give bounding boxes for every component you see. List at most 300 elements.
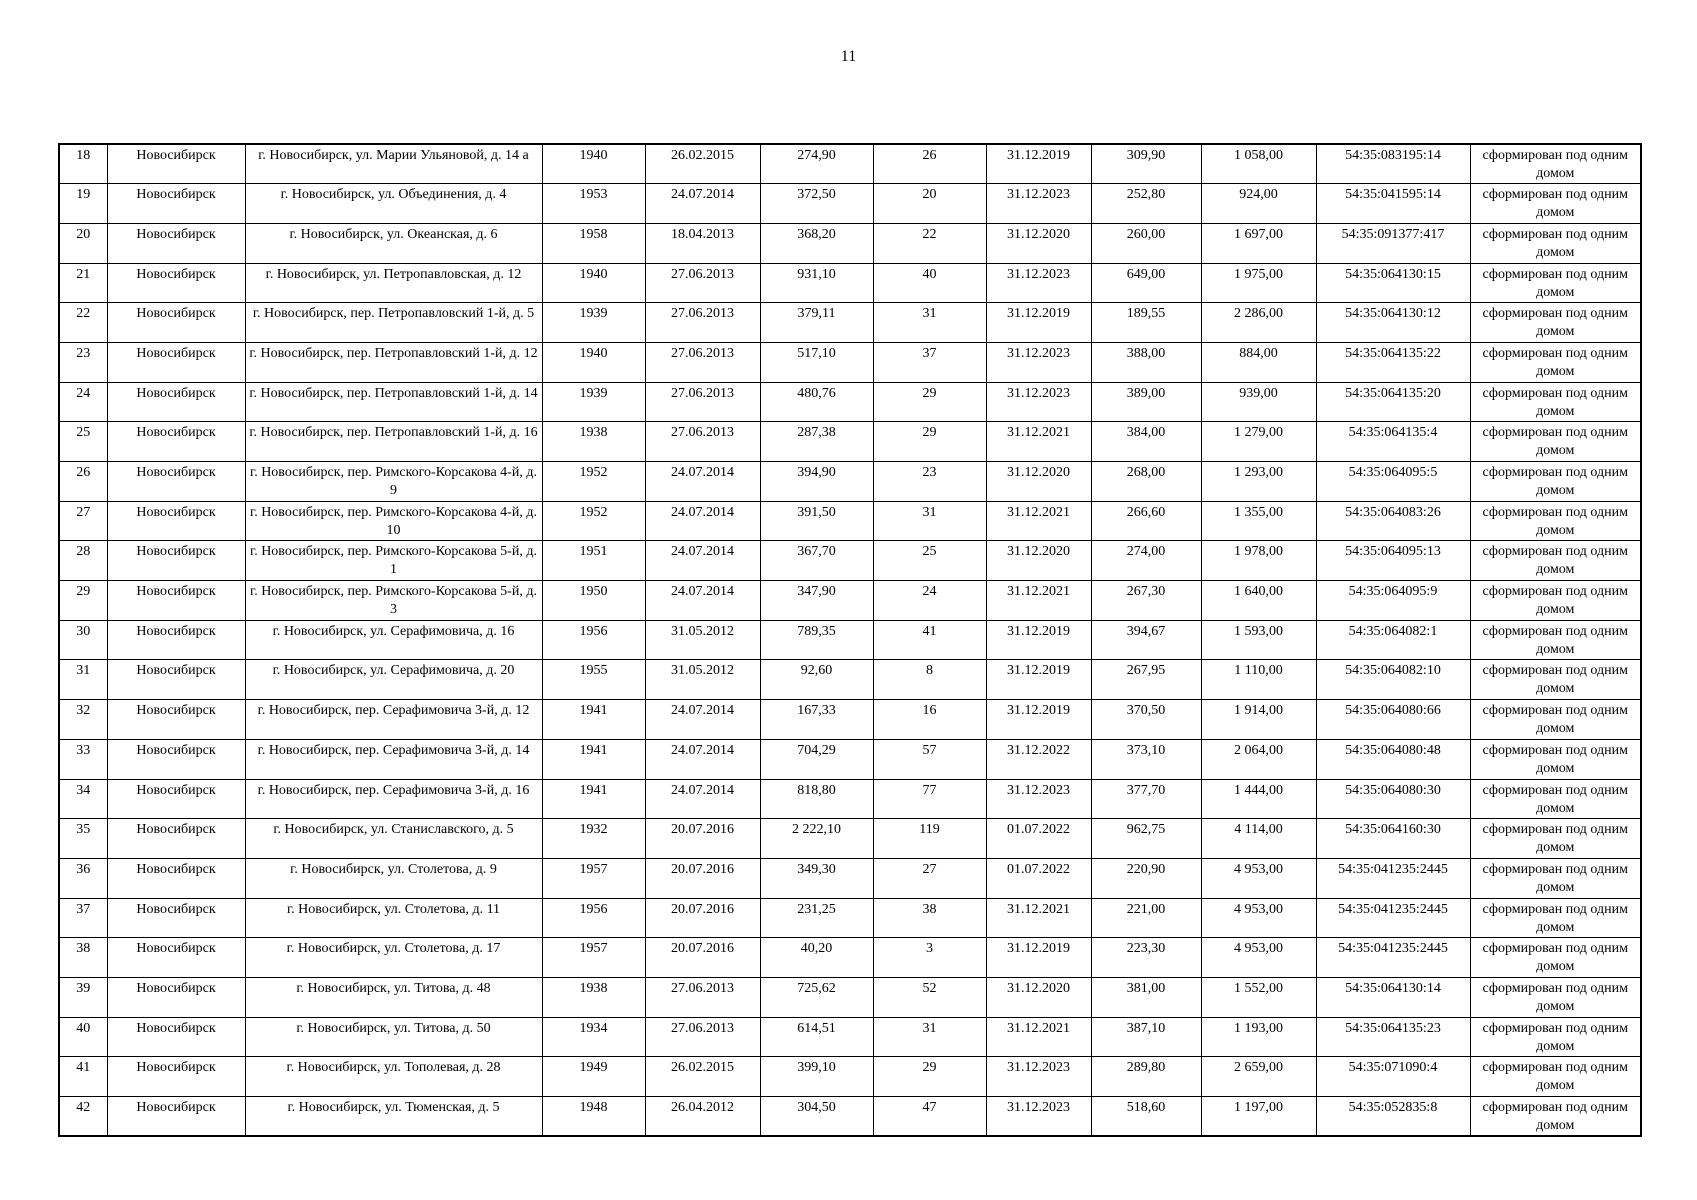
- table-row: [59, 223, 1641, 263]
- cell-row-number: 28: [59, 541, 107, 581]
- cell-decision-date: 27.06.2013: [645, 977, 760, 1017]
- cell-land-area-2: 1 444,00: [1201, 779, 1316, 819]
- cell-resettlement-deadline: 31.12.2019: [986, 660, 1091, 700]
- cell-land-status: сформирован под одним домом: [1470, 144, 1641, 184]
- cell-build-year: 1952: [542, 462, 645, 502]
- cell-build-year: 1957: [542, 858, 645, 898]
- cell-area: 167,33: [760, 700, 873, 740]
- cell-area: 347,90: [760, 581, 873, 621]
- cell-build-year: 1958: [542, 223, 645, 263]
- cell-land-area-1: 387,10: [1091, 1017, 1201, 1057]
- cell-land-status: сформирован под одним домом: [1470, 739, 1641, 779]
- cell-city: Новосибирск: [107, 1017, 245, 1057]
- cell-row-number: 21: [59, 263, 107, 303]
- cell-cadastral-number: 54:35:064135:23: [1316, 1017, 1470, 1057]
- cell-land-status: сформирован под одним домом: [1470, 660, 1641, 700]
- cell-decision-date: 24.07.2014: [645, 501, 760, 541]
- cell-area: 480,76: [760, 382, 873, 422]
- cell-residents: 29: [873, 422, 986, 462]
- cell-decision-date: 27.06.2013: [645, 263, 760, 303]
- cell-decision-date: 18.04.2013: [645, 223, 760, 263]
- cell-land-area-2: 1 193,00: [1201, 1017, 1316, 1057]
- cell-residents: 119: [873, 819, 986, 859]
- cell-city: Новосибирск: [107, 541, 245, 581]
- cell-land-area-2: 939,00: [1201, 382, 1316, 422]
- cell-build-year: 1941: [542, 739, 645, 779]
- cell-row-number: 41: [59, 1057, 107, 1097]
- cell-area: 517,10: [760, 342, 873, 382]
- cell-row-number: 35: [59, 819, 107, 859]
- cell-address: г. Новосибирск, ул. Серафимовича, д. 20: [245, 660, 542, 700]
- cell-land-status: сформирован под одним домом: [1470, 938, 1641, 978]
- cell-decision-date: 24.07.2014: [645, 779, 760, 819]
- cell-cadastral-number: 54:35:064130:14: [1316, 977, 1470, 1017]
- cell-decision-date: 27.06.2013: [645, 342, 760, 382]
- table-row: [59, 501, 1641, 541]
- cell-build-year: 1940: [542, 342, 645, 382]
- cell-land-area-1: 266,60: [1091, 501, 1201, 541]
- cell-resettlement-deadline: 31.12.2020: [986, 541, 1091, 581]
- cell-decision-date: 27.06.2013: [645, 422, 760, 462]
- cell-resettlement-deadline: 31.12.2020: [986, 462, 1091, 502]
- cell-cadastral-number: 54:35:064095:5: [1316, 462, 1470, 502]
- cell-land-area-1: 370,50: [1091, 700, 1201, 740]
- cell-residents: 26: [873, 144, 986, 184]
- cell-land-status: сформирован под одним домом: [1470, 462, 1641, 502]
- cell-land-area-1: 309,90: [1091, 144, 1201, 184]
- cell-land-area-2: 4 953,00: [1201, 938, 1316, 978]
- cell-land-area-2: 1 279,00: [1201, 422, 1316, 462]
- cell-area: 368,20: [760, 223, 873, 263]
- cell-cadastral-number: 54:35:041595:14: [1316, 184, 1470, 224]
- cell-build-year: 1950: [542, 581, 645, 621]
- cell-row-number: 30: [59, 620, 107, 660]
- cell-residents: 22: [873, 223, 986, 263]
- cell-land-status: сформирован под одним домом: [1470, 819, 1641, 859]
- cell-cadastral-number: 54:35:064095:9: [1316, 581, 1470, 621]
- cell-cadastral-number: 54:35:064095:13: [1316, 541, 1470, 581]
- cell-decision-date: 27.06.2013: [645, 1017, 760, 1057]
- cell-land-status: сформирован под одним домом: [1470, 581, 1641, 621]
- cell-address: г. Новосибирск, ул. Титова, д. 48: [245, 977, 542, 1017]
- cell-land-area-1: 267,95: [1091, 660, 1201, 700]
- cell-city: Новосибирск: [107, 858, 245, 898]
- cell-land-area-1: 518,60: [1091, 1097, 1201, 1137]
- cell-city: Новосибирск: [107, 660, 245, 700]
- cell-cadastral-number: 54:35:064135:4: [1316, 422, 1470, 462]
- cell-address: г. Новосибирск, ул. Тополевая, д. 28: [245, 1057, 542, 1097]
- cell-address: г. Новосибирск, пер. Римского-Корсакова 5-й, д. 3: [245, 581, 542, 621]
- cell-resettlement-deadline: 31.12.2019: [986, 620, 1091, 660]
- cell-land-area-1: 252,80: [1091, 184, 1201, 224]
- table-row: [59, 779, 1641, 819]
- cell-address: г. Новосибирск, ул. Столетова, д. 17: [245, 938, 542, 978]
- cell-decision-date: 20.07.2016: [645, 819, 760, 859]
- cell-residents: 25: [873, 541, 986, 581]
- cell-land-area-1: 274,00: [1091, 541, 1201, 581]
- cell-residents: 77: [873, 779, 986, 819]
- cell-build-year: 1951: [542, 541, 645, 581]
- cell-cadastral-number: 54:35:041235:2445: [1316, 938, 1470, 978]
- cell-address: г. Новосибирск, пер. Петропавловский 1-й, д. 5: [245, 303, 542, 343]
- cell-residents: 57: [873, 739, 986, 779]
- cell-area: 367,70: [760, 541, 873, 581]
- cell-resettlement-deadline: 31.12.2021: [986, 501, 1091, 541]
- cell-residents: 29: [873, 1057, 986, 1097]
- cell-city: Новосибирск: [107, 620, 245, 660]
- cell-city: Новосибирск: [107, 184, 245, 224]
- cell-city: Новосибирск: [107, 382, 245, 422]
- cell-land-area-1: 962,75: [1091, 819, 1201, 859]
- cell-address: г. Новосибирск, ул. Серафимовича, д. 16: [245, 620, 542, 660]
- page-number: 11: [840, 48, 857, 65]
- table-row: [59, 263, 1641, 303]
- cell-residents: 24: [873, 581, 986, 621]
- cell-address: г. Новосибирск, ул. Марии Ульяновой, д. 14 а: [245, 144, 542, 184]
- cell-city: Новосибирск: [107, 819, 245, 859]
- cell-row-number: 29: [59, 581, 107, 621]
- table-row: [59, 977, 1641, 1017]
- table-row: [59, 1097, 1641, 1137]
- cell-address: г. Новосибирск, ул. Титова, д. 50: [245, 1017, 542, 1057]
- cell-address: г. Новосибирск, ул. Столетова, д. 11: [245, 898, 542, 938]
- cell-land-area-1: 223,30: [1091, 938, 1201, 978]
- cell-cadastral-number: 54:35:064135:20: [1316, 382, 1470, 422]
- cell-residents: 27: [873, 858, 986, 898]
- cell-land-status: сформирован под одним домом: [1470, 977, 1641, 1017]
- cell-land-area-1: 220,90: [1091, 858, 1201, 898]
- cell-resettlement-deadline: 31.12.2023: [986, 184, 1091, 224]
- cell-residents: 20: [873, 184, 986, 224]
- cell-residents: 31: [873, 1017, 986, 1057]
- cell-cadastral-number: 54:35:064135:22: [1316, 342, 1470, 382]
- cell-land-area-2: 924,00: [1201, 184, 1316, 224]
- cell-resettlement-deadline: 31.12.2022: [986, 739, 1091, 779]
- cell-land-area-2: 2 064,00: [1201, 739, 1316, 779]
- cell-row-number: 20: [59, 223, 107, 263]
- table-row: [59, 1017, 1641, 1057]
- table-row: [59, 462, 1641, 502]
- cell-decision-date: 31.05.2012: [645, 660, 760, 700]
- cell-decision-date: 20.07.2016: [645, 938, 760, 978]
- cell-resettlement-deadline: 31.12.2023: [986, 1097, 1091, 1137]
- cell-build-year: 1952: [542, 501, 645, 541]
- table-row: [59, 858, 1641, 898]
- cell-build-year: 1940: [542, 263, 645, 303]
- cell-residents: 16: [873, 700, 986, 740]
- cell-residents: 38: [873, 898, 986, 938]
- table-row: [59, 739, 1641, 779]
- cell-land-area-2: 1 293,00: [1201, 462, 1316, 502]
- cell-build-year: 1938: [542, 977, 645, 1017]
- cell-row-number: 18: [59, 144, 107, 184]
- cell-address: г. Новосибирск, пер. Петропавловский 1-й, д. 12: [245, 342, 542, 382]
- cell-land-area-2: 2 286,00: [1201, 303, 1316, 343]
- cell-land-area-2: 1 110,00: [1201, 660, 1316, 700]
- cell-cadastral-number: 54:35:064082:1: [1316, 620, 1470, 660]
- cell-city: Новосибирск: [107, 779, 245, 819]
- cell-area: 725,62: [760, 977, 873, 1017]
- registry-table-body: [59, 144, 1641, 1136]
- cell-cadastral-number: 54:35:052835:8: [1316, 1097, 1470, 1137]
- cell-residents: 40: [873, 263, 986, 303]
- cell-decision-date: 20.07.2016: [645, 898, 760, 938]
- cell-land-area-1: 649,00: [1091, 263, 1201, 303]
- cell-area: 704,29: [760, 739, 873, 779]
- cell-land-status: сформирован под одним домом: [1470, 541, 1641, 581]
- cell-land-area-1: 377,70: [1091, 779, 1201, 819]
- cell-build-year: 1940: [542, 144, 645, 184]
- cell-build-year: 1956: [542, 620, 645, 660]
- cell-row-number: 39: [59, 977, 107, 1017]
- cell-decision-date: 24.07.2014: [645, 541, 760, 581]
- table-row: [59, 1057, 1641, 1097]
- cell-decision-date: 26.02.2015: [645, 144, 760, 184]
- cell-address: г. Новосибирск, пер. Римского-Корсакова 4-й, д. 10: [245, 501, 542, 541]
- cell-resettlement-deadline: 31.12.2021: [986, 898, 1091, 938]
- cell-residents: 47: [873, 1097, 986, 1137]
- cell-city: Новосибирск: [107, 223, 245, 263]
- cell-area: 394,90: [760, 462, 873, 502]
- cell-resettlement-deadline: 31.12.2021: [986, 1017, 1091, 1057]
- cell-row-number: 40: [59, 1017, 107, 1057]
- cell-row-number: 24: [59, 382, 107, 422]
- cell-cadastral-number: 54:35:064083:26: [1316, 501, 1470, 541]
- cell-area: 92,60: [760, 660, 873, 700]
- cell-land-status: сформирован под одним домом: [1470, 1097, 1641, 1137]
- table-row: [59, 620, 1641, 660]
- cell-city: Новосибирск: [107, 1057, 245, 1097]
- cell-area: 304,50: [760, 1097, 873, 1137]
- cell-build-year: 1955: [542, 660, 645, 700]
- table-row: [59, 700, 1641, 740]
- cell-address: г. Новосибирск, ул. Петропавловская, д. 12: [245, 263, 542, 303]
- cell-land-area-2: 1 640,00: [1201, 581, 1316, 621]
- cell-land-status: сформирован под одним домом: [1470, 501, 1641, 541]
- cell-area: 379,11: [760, 303, 873, 343]
- cell-resettlement-deadline: 31.12.2021: [986, 581, 1091, 621]
- cell-row-number: 32: [59, 700, 107, 740]
- cell-area: 399,10: [760, 1057, 873, 1097]
- cell-area: 231,25: [760, 898, 873, 938]
- cell-resettlement-deadline: 01.07.2022: [986, 819, 1091, 859]
- cell-area: 40,20: [760, 938, 873, 978]
- table-row: [59, 938, 1641, 978]
- cell-build-year: 1957: [542, 938, 645, 978]
- cell-resettlement-deadline: 01.07.2022: [986, 858, 1091, 898]
- cell-address: г. Новосибирск, ул. Станиславского, д. 5: [245, 819, 542, 859]
- cell-land-status: сформирован под одним домом: [1470, 779, 1641, 819]
- cell-cadastral-number: 54:35:064130:12: [1316, 303, 1470, 343]
- cell-land-area-1: 189,55: [1091, 303, 1201, 343]
- cell-cadastral-number: 54:35:083195:14: [1316, 144, 1470, 184]
- cell-address: г. Новосибирск, ул. Тюменская, д. 5: [245, 1097, 542, 1137]
- cell-land-area-1: 267,30: [1091, 581, 1201, 621]
- cell-cadastral-number: 54:35:041235:2445: [1316, 858, 1470, 898]
- cell-residents: 41: [873, 620, 986, 660]
- cell-resettlement-deadline: 31.12.2023: [986, 382, 1091, 422]
- cell-row-number: 26: [59, 462, 107, 502]
- cell-cadastral-number: 54:35:064130:15: [1316, 263, 1470, 303]
- cell-area: 349,30: [760, 858, 873, 898]
- cell-city: Новосибирск: [107, 144, 245, 184]
- cell-decision-date: 24.07.2014: [645, 700, 760, 740]
- cell-land-status: сформирован под одним домом: [1470, 342, 1641, 382]
- cell-land-area-2: 1 697,00: [1201, 223, 1316, 263]
- cell-land-area-2: 1 914,00: [1201, 700, 1316, 740]
- table-row: [59, 422, 1641, 462]
- cell-address: г. Новосибирск, ул. Объединения, д. 4: [245, 184, 542, 224]
- cell-land-area-1: 289,80: [1091, 1057, 1201, 1097]
- cell-decision-date: 26.04.2012: [645, 1097, 760, 1137]
- cell-land-status: сформирован под одним домом: [1470, 303, 1641, 343]
- cell-city: Новосибирск: [107, 700, 245, 740]
- cell-cadastral-number: 54:35:071090:4: [1316, 1057, 1470, 1097]
- cell-land-area-1: 389,00: [1091, 382, 1201, 422]
- cell-decision-date: 24.07.2014: [645, 462, 760, 502]
- cell-land-status: сформирован под одним домом: [1470, 1057, 1641, 1097]
- cell-land-area-2: 1 355,00: [1201, 501, 1316, 541]
- cell-address: г. Новосибирск, ул. Столетова, д. 9: [245, 858, 542, 898]
- table-row: [59, 898, 1641, 938]
- cell-row-number: 38: [59, 938, 107, 978]
- table-row: [59, 303, 1641, 343]
- table-row: [59, 581, 1641, 621]
- cell-city: Новосибирск: [107, 898, 245, 938]
- cell-cadastral-number: 54:35:064080:48: [1316, 739, 1470, 779]
- cell-resettlement-deadline: 31.12.2023: [986, 1057, 1091, 1097]
- cell-residents: 23: [873, 462, 986, 502]
- cell-resettlement-deadline: 31.12.2023: [986, 263, 1091, 303]
- cell-address: г. Новосибирск, ул. Океанская, д. 6: [245, 223, 542, 263]
- cell-resettlement-deadline: 31.12.2019: [986, 303, 1091, 343]
- cell-address: г. Новосибирск, пер. Петропавловский 1-й, д. 16: [245, 422, 542, 462]
- cell-city: Новосибирск: [107, 342, 245, 382]
- cell-resettlement-deadline: 31.12.2021: [986, 422, 1091, 462]
- cell-city: Новосибирск: [107, 501, 245, 541]
- cell-area: 789,35: [760, 620, 873, 660]
- cell-land-area-1: 268,00: [1091, 462, 1201, 502]
- cell-land-area-2: 1 593,00: [1201, 620, 1316, 660]
- cell-land-area-2: 4 953,00: [1201, 898, 1316, 938]
- cell-row-number: 25: [59, 422, 107, 462]
- cell-resettlement-deadline: 31.12.2020: [986, 977, 1091, 1017]
- cell-cadastral-number: 54:35:064080:66: [1316, 700, 1470, 740]
- cell-land-area-1: 388,00: [1091, 342, 1201, 382]
- cell-build-year: 1939: [542, 382, 645, 422]
- cell-residents: 8: [873, 660, 986, 700]
- cell-land-area-1: 381,00: [1091, 977, 1201, 1017]
- cell-city: Новосибирск: [107, 462, 245, 502]
- cell-build-year: 1932: [542, 819, 645, 859]
- table-row: [59, 660, 1641, 700]
- cell-resettlement-deadline: 31.12.2019: [986, 144, 1091, 184]
- cell-build-year: 1948: [542, 1097, 645, 1137]
- cell-land-area-1: 384,00: [1091, 422, 1201, 462]
- cell-row-number: 23: [59, 342, 107, 382]
- cell-address: г. Новосибирск, пер. Петропавловский 1-й, д. 14: [245, 382, 542, 422]
- cell-land-area-2: 884,00: [1201, 342, 1316, 382]
- cell-cadastral-number: 54:35:064080:30: [1316, 779, 1470, 819]
- cell-area: 391,50: [760, 501, 873, 541]
- cell-row-number: 33: [59, 739, 107, 779]
- cell-residents: 3: [873, 938, 986, 978]
- cell-build-year: 1953: [542, 184, 645, 224]
- cell-row-number: 36: [59, 858, 107, 898]
- cell-build-year: 1941: [542, 779, 645, 819]
- cell-cadastral-number: 54:35:041235:2445: [1316, 898, 1470, 938]
- cell-city: Новосибирск: [107, 303, 245, 343]
- cell-row-number: 31: [59, 660, 107, 700]
- cell-address: г. Новосибирск, пер. Римского-Корсакова 4-й, д. 9: [245, 462, 542, 502]
- cell-decision-date: 24.07.2014: [645, 739, 760, 779]
- cell-area: 274,90: [760, 144, 873, 184]
- cell-land-area-2: 1 978,00: [1201, 541, 1316, 581]
- cell-land-status: сформирован под одним домом: [1470, 184, 1641, 224]
- table-row: [59, 184, 1641, 224]
- cell-land-area-2: 1 552,00: [1201, 977, 1316, 1017]
- cell-decision-date: 27.06.2013: [645, 303, 760, 343]
- cell-land-status: сформирован под одним домом: [1470, 700, 1641, 740]
- cell-row-number: 19: [59, 184, 107, 224]
- cell-land-status: сформирован под одним домом: [1470, 382, 1641, 422]
- cell-city: Новосибирск: [107, 977, 245, 1017]
- cell-cadastral-number: 54:35:091377:417: [1316, 223, 1470, 263]
- cell-residents: 31: [873, 501, 986, 541]
- cell-resettlement-deadline: 31.12.2020: [986, 223, 1091, 263]
- cell-row-number: 37: [59, 898, 107, 938]
- cell-decision-date: 31.05.2012: [645, 620, 760, 660]
- cell-land-status: сформирован под одним домом: [1470, 223, 1641, 263]
- cell-land-area-2: 4 953,00: [1201, 858, 1316, 898]
- cell-residents: 31: [873, 303, 986, 343]
- cell-land-status: сформирован под одним домом: [1470, 1017, 1641, 1057]
- cell-area: 614,51: [760, 1017, 873, 1057]
- cell-address: г. Новосибирск, пер. Серафимовича 3-й, д. 14: [245, 739, 542, 779]
- cell-land-area-2: 2 659,00: [1201, 1057, 1316, 1097]
- cell-resettlement-deadline: 31.12.2019: [986, 700, 1091, 740]
- cell-decision-date: 24.07.2014: [645, 184, 760, 224]
- cell-address: г. Новосибирск, пер. Римского-Корсакова 5-й, д. 1: [245, 541, 542, 581]
- cell-row-number: 22: [59, 303, 107, 343]
- cell-resettlement-deadline: 31.12.2023: [986, 779, 1091, 819]
- cell-land-area-1: 394,67: [1091, 620, 1201, 660]
- cell-city: Новосибирск: [107, 739, 245, 779]
- cell-land-area-1: 260,00: [1091, 223, 1201, 263]
- cell-land-status: сформирован под одним домом: [1470, 263, 1641, 303]
- cell-land-status: сформирован под одним домом: [1470, 422, 1641, 462]
- cell-build-year: 1939: [542, 303, 645, 343]
- table-row: [59, 382, 1641, 422]
- cell-address: г. Новосибирск, пер. Серафимовича 3-й, д. 16: [245, 779, 542, 819]
- cell-residents: 52: [873, 977, 986, 1017]
- cell-city: Новосибирск: [107, 1097, 245, 1137]
- cell-cadastral-number: 54:35:064160:30: [1316, 819, 1470, 859]
- cell-decision-date: 26.02.2015: [645, 1057, 760, 1097]
- cell-build-year: 1949: [542, 1057, 645, 1097]
- cell-area: 372,50: [760, 184, 873, 224]
- cell-area: 2 222,10: [760, 819, 873, 859]
- cell-build-year: 1934: [542, 1017, 645, 1057]
- cell-land-area-2: 1 975,00: [1201, 263, 1316, 303]
- cell-city: Новосибирск: [107, 263, 245, 303]
- cell-resettlement-deadline: 31.12.2023: [986, 342, 1091, 382]
- cell-area: 931,10: [760, 263, 873, 303]
- cell-build-year: 1938: [542, 422, 645, 462]
- cell-decision-date: 24.07.2014: [645, 581, 760, 621]
- cell-decision-date: 20.07.2016: [645, 858, 760, 898]
- cell-residents: 37: [873, 342, 986, 382]
